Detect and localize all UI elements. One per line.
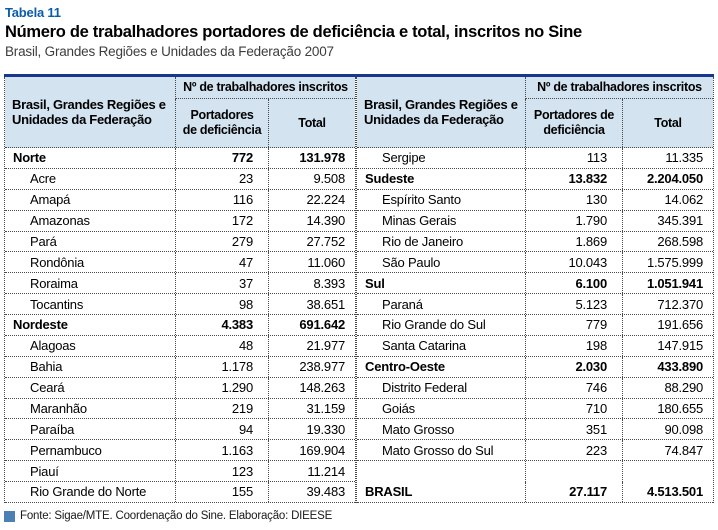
pcd-value-cell: 223: [525, 440, 622, 460]
table-row: [357, 336, 713, 357]
table-row: [357, 169, 713, 190]
table-header-left: [5, 77, 355, 148]
pcd-value-cell: 10.043: [525, 252, 622, 272]
pcd-value-cell: 1.869: [525, 232, 622, 252]
pcd-value-cell: 4.383: [175, 315, 268, 335]
total-value-cell: 27.752: [268, 232, 355, 252]
total-value-cell: 268.598: [622, 232, 713, 252]
pcd-value-cell: 5.123: [525, 294, 622, 314]
column-header-pcd: Portadores de deficiência: [525, 99, 622, 147]
table-halves: [4, 77, 714, 503]
total-value-cell: 1.575.999: [622, 252, 713, 272]
table-row: [357, 252, 713, 273]
total-value-cell: 9.508: [268, 169, 355, 189]
total-value-cell: 14.390: [268, 211, 355, 231]
total-value-cell: 147.915: [622, 336, 713, 356]
table-row: [5, 399, 355, 420]
data-table: [4, 74, 714, 503]
region-name-cell: Maranhão: [30, 400, 87, 416]
pcd-value-cell: 23: [175, 169, 268, 189]
region-name-cell: Tocantins: [30, 296, 84, 312]
total-value-cell: 131.978: [268, 148, 355, 168]
table-half-right: [356, 77, 714, 503]
region-name-cell: Roraima: [30, 275, 78, 291]
region-name-cell: Amazonas: [30, 213, 90, 229]
table-row: [357, 357, 713, 378]
table-row: [357, 378, 713, 399]
table-row: [357, 440, 713, 461]
total-value-cell: 4.513.501: [622, 482, 713, 502]
table-number-label: Tabela 11: [5, 5, 61, 20]
region-name-cell: Acre: [30, 171, 56, 187]
total-value-cell: 433.890: [622, 357, 713, 377]
total-value-cell: 345.391: [622, 211, 713, 231]
table-half-left: [4, 77, 356, 503]
total-value-cell: 8.393: [268, 273, 355, 293]
pcd-value-cell: 37: [175, 273, 268, 293]
pcd-value-cell: 13.832: [525, 169, 622, 189]
region-name-cell: Distrito Federal: [382, 380, 467, 396]
region-name-cell: Espírito Santo: [382, 192, 461, 208]
pcd-value-cell: 172: [175, 211, 268, 231]
region-name-cell: Sergipe: [382, 150, 426, 166]
pcd-value-cell: 48: [175, 336, 268, 356]
total-value-cell: 39.483: [268, 482, 355, 502]
pcd-value-cell: 94: [175, 419, 268, 439]
region-name-cell: Norte: [13, 150, 46, 166]
region-name-cell: Rio Grande do Norte: [30, 484, 147, 500]
pcd-value-cell: 130: [525, 190, 622, 210]
table-row: [5, 190, 355, 211]
pcd-value-cell: 1.178: [175, 357, 268, 377]
total-value-cell: 2.204.050: [622, 169, 713, 189]
total-value-cell: 712.370: [622, 294, 713, 314]
region-name-cell: Pernambuco: [30, 442, 102, 458]
table-row: [357, 315, 713, 336]
region-name-cell: Nordeste: [13, 317, 68, 333]
column-header-pcd: Portadores de deficiência: [175, 99, 268, 147]
table-row: [357, 190, 713, 211]
total-value-cell: 74.847: [622, 440, 713, 460]
pcd-value-cell: 1.290: [175, 378, 268, 398]
region-name-cell: Piauí: [30, 463, 59, 479]
pcd-value-cell: 710: [525, 399, 622, 419]
region-name-cell: Pará: [30, 233, 57, 249]
table-row: [5, 273, 355, 294]
pcd-value-cell: 27.117: [525, 482, 622, 502]
pcd-value-cell: 47: [175, 252, 268, 272]
region-name-cell: Alagoas: [30, 338, 76, 354]
region-name-cell: Sudeste: [365, 171, 415, 187]
region-name-cell: Rio de Janeiro: [382, 233, 464, 249]
total-value-cell: 148.263: [268, 378, 355, 398]
table-row: [5, 419, 355, 440]
table-row: [5, 169, 355, 190]
pcd-value-cell: [525, 461, 622, 482]
table-row: [357, 482, 713, 503]
pcd-value-cell: 198: [525, 336, 622, 356]
page-title: Número de trabalhadores portadores de deficiência e total, inscritos no Sine: [5, 23, 582, 41]
source-note: [4, 510, 332, 522]
pcd-value-cell: 98: [175, 294, 268, 314]
pcd-value-cell: 113: [525, 148, 622, 168]
region-name-cell: São Paulo: [382, 254, 441, 270]
table-row: [5, 148, 355, 169]
total-value-cell: 180.655: [622, 399, 713, 419]
column-header-total: Total: [268, 99, 355, 147]
region-name-cell: Bahia: [30, 359, 63, 375]
total-value-cell: 691.642: [268, 315, 355, 335]
table-row: [5, 315, 355, 336]
table-header-right: [357, 77, 713, 148]
pcd-value-cell: 2.030: [525, 357, 622, 377]
title-block: [5, 5, 713, 59]
total-value-cell: 38.651: [268, 294, 355, 314]
table-row: [5, 378, 355, 399]
pcd-value-cell: 772: [175, 148, 268, 168]
region-name-cell: Rio Grande do Sul: [382, 317, 486, 333]
table-row: [357, 232, 713, 253]
region-name-cell: Sul: [365, 275, 385, 291]
table-row: [357, 399, 713, 420]
table-row: [5, 357, 355, 378]
total-value-cell: 21.977: [268, 336, 355, 356]
total-value-cell: 11.214: [268, 461, 355, 481]
pcd-value-cell: 1.790: [525, 211, 622, 231]
table-row: [5, 482, 355, 503]
table-row: [5, 461, 355, 482]
total-value-cell: 90.098: [622, 419, 713, 439]
total-value-cell: 22.224: [268, 190, 355, 210]
total-value-cell: 11.060: [268, 252, 355, 272]
region-name-cell: Amapá: [30, 192, 71, 208]
pcd-value-cell: 116: [175, 190, 268, 210]
column-header-region: Brasil, Grandes Regiões e Unidades da Federação: [12, 96, 166, 127]
total-value-cell: 191.656: [622, 315, 713, 335]
table-body-right: [357, 148, 713, 503]
pcd-value-cell: 155: [175, 482, 268, 502]
table-row: [357, 273, 713, 294]
table-row: [5, 211, 355, 232]
column-header-region: Brasil, Grandes Regiões e Unidades da Federação: [364, 96, 518, 127]
column-header-group: Nº de trabalhadores inscritos: [175, 77, 355, 99]
page-subtitle: Brasil, Grandes Regiões e Unidades da Federação 2007: [5, 44, 334, 59]
region-name-cell: Paraná: [382, 296, 423, 312]
pcd-value-cell: 279: [175, 232, 268, 252]
region-name-cell: Minas Gerais: [382, 213, 457, 229]
pcd-value-cell: 746: [525, 378, 622, 398]
table-row: [5, 294, 355, 315]
total-value-cell: 169.904: [268, 440, 355, 460]
pcd-value-cell: 219: [175, 399, 268, 419]
table-row: [357, 419, 713, 440]
source-text: Fonte: Sigae/MTE. Coordenação do Sine. Elaboração: DIEESE: [20, 510, 333, 522]
total-value-cell: 88.290: [622, 378, 713, 398]
table-row: [5, 252, 355, 273]
table-body-left: [5, 148, 355, 503]
region-name-cell: Goiás: [382, 400, 415, 416]
pcd-value-cell: 779: [525, 315, 622, 335]
column-header-group: Nº de trabalhadores inscritos: [525, 77, 713, 99]
region-name-cell: Rondônia: [30, 254, 85, 270]
table-row: [357, 461, 713, 482]
total-value-cell: 1.051.941: [622, 273, 713, 293]
total-value-cell: 19.330: [268, 419, 355, 439]
table-row: [357, 294, 713, 315]
pcd-value-cell: 6.100: [525, 273, 622, 293]
total-value-cell: 11.335: [622, 148, 713, 168]
table-row: [5, 232, 355, 253]
table-row: [357, 211, 713, 232]
total-value-cell: 238.977: [268, 357, 355, 377]
table-row: [357, 148, 713, 169]
table-row: [5, 440, 355, 461]
table-row: [5, 336, 355, 357]
column-header-total: Total: [622, 99, 713, 147]
pcd-value-cell: 351: [525, 419, 622, 439]
region-name-cell: Santa Catarina: [382, 338, 466, 354]
total-value-cell: 14.062: [622, 190, 713, 210]
region-name-cell: Mato Grosso: [382, 421, 455, 437]
region-name-cell: Paraíba: [30, 421, 75, 437]
region-name-cell: Mato Grosso do Sul: [382, 442, 494, 458]
region-name-cell: BRASIL: [365, 484, 413, 500]
pcd-value-cell: 1.163: [175, 440, 268, 460]
region-name-cell: Ceará: [30, 380, 65, 396]
total-value-cell: 31.159: [268, 399, 355, 419]
source-bullet-icon: [4, 511, 15, 522]
region-name-cell: Centro-Oeste: [365, 359, 445, 375]
pcd-value-cell: 123: [175, 461, 268, 481]
total-value-cell: [622, 461, 713, 482]
